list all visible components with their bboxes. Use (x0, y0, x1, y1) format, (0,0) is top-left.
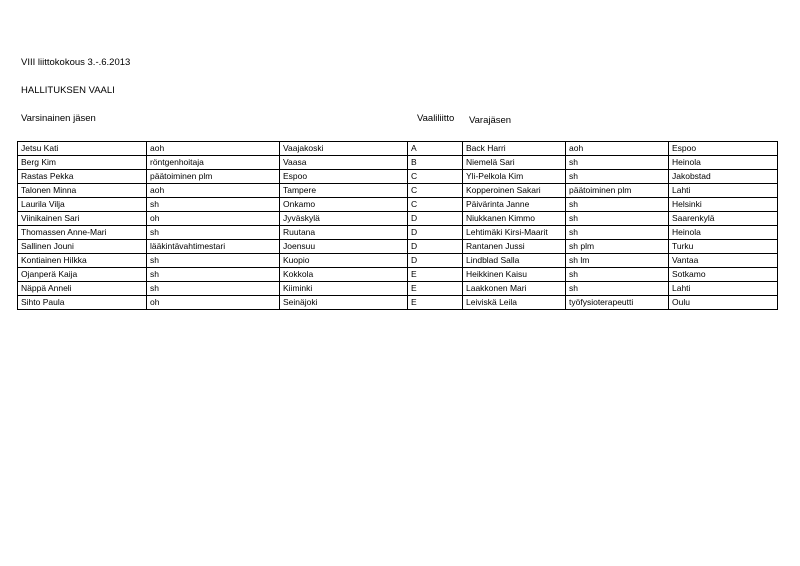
member-title-cell: oh (147, 296, 280, 310)
member-city-cell: Vaajakoski (280, 142, 408, 156)
regular-member-label: Varsinainen jäsen (21, 113, 96, 124)
member-name-cell: Sallinen Jouni (18, 240, 147, 254)
table-row (18, 296, 778, 310)
table-row (18, 198, 778, 212)
member-city-cell: Onkamo (280, 198, 408, 212)
member-title-cell: sh (147, 254, 280, 268)
union-code-cell: E (408, 268, 463, 282)
member-city-cell: Ruutana (280, 226, 408, 240)
union-code-cell: C (408, 198, 463, 212)
deputy-name-cell: Yli-Pelkola Kim (463, 170, 566, 184)
deputy-city-cell: Sotkamo (669, 268, 778, 282)
deputy-name-cell: Laakkonen Mari (463, 282, 566, 296)
deputy-title-cell: sh (566, 268, 669, 282)
deputy-name-cell: Rantanen Jussi (463, 240, 566, 254)
member-title-cell: aoh (147, 142, 280, 156)
member-city-cell: Jyväskylä (280, 212, 408, 226)
member-city-cell: Tampere (280, 184, 408, 198)
union-code-cell: D (408, 254, 463, 268)
table-row (18, 240, 778, 254)
member-title-cell: aoh (147, 184, 280, 198)
union-code-cell: E (408, 282, 463, 296)
deputy-city-cell: Jakobstad (669, 170, 778, 184)
union-code-cell: D (408, 240, 463, 254)
member-title-cell: sh (147, 282, 280, 296)
member-city-cell: Kuopio (280, 254, 408, 268)
deputy-name-cell: Back Harri (463, 142, 566, 156)
member-city-cell: Vaasa (280, 156, 408, 170)
member-city-cell: Kokkola (280, 268, 408, 282)
union-code-cell: A (408, 142, 463, 156)
member-name-cell: Näppä Anneli (18, 282, 147, 296)
deputy-city-cell: Heinola (669, 226, 778, 240)
deputy-name-cell: Lindblad Salla (463, 254, 566, 268)
member-name-cell: Talonen Minna (18, 184, 147, 198)
member-name-cell: Jetsu Kati (18, 142, 147, 156)
member-title-cell: röntgenhoitaja (147, 156, 280, 170)
union-code-cell: B (408, 156, 463, 170)
document-title: VIII liittokokous 3.-.6.2013 (21, 57, 131, 68)
member-name-cell: Thomassen Anne-Mari (18, 226, 147, 240)
table-row (18, 268, 778, 282)
member-title-cell: lääkintävahtimestari (147, 240, 280, 254)
deputy-title-cell: sh (566, 198, 669, 212)
member-title-cell: sh (147, 226, 280, 240)
deputy-title-cell: päätoiminen plm (566, 184, 669, 198)
deputy-name-cell: Heikkinen Kaisu (463, 268, 566, 282)
deputy-title-cell: sh lm (566, 254, 669, 268)
section-title: HALLITUKSEN VAALI (21, 85, 115, 96)
deputy-name-cell: Kopperoinen Sakari (463, 184, 566, 198)
member-name-cell: Ojanperä Kaija (18, 268, 147, 282)
table-row (18, 282, 778, 296)
member-name-cell: Berg Kim (18, 156, 147, 170)
member-city-cell: Joensuu (280, 240, 408, 254)
union-code-cell: C (408, 184, 463, 198)
deputy-title-cell: sh plm (566, 240, 669, 254)
deputy-title-cell: sh (566, 212, 669, 226)
election-table (17, 141, 778, 310)
member-name-cell: Kontiainen Hilkka (18, 254, 147, 268)
table-row (18, 142, 778, 156)
deputy-city-cell: Helsinki (669, 198, 778, 212)
deputy-city-cell: Lahti (669, 184, 778, 198)
deputy-city-cell: Heinola (669, 156, 778, 170)
deputy-name-cell: Niukkanen Kimmo (463, 212, 566, 226)
deputy-name-cell: Leiviskä Leila (463, 296, 566, 310)
table-row (18, 156, 778, 170)
member-name-cell: Sihto Paula (18, 296, 147, 310)
deputy-city-cell: Turku (669, 240, 778, 254)
member-title-cell: päätoiminen plm (147, 170, 280, 184)
deputy-title-cell: työfysioterapeutti (566, 296, 669, 310)
member-title-cell: sh (147, 198, 280, 212)
member-city-cell: Seinäjoki (280, 296, 408, 310)
table-row (18, 254, 778, 268)
deputy-title-cell: sh (566, 282, 669, 296)
deputy-city-cell: Lahti (669, 282, 778, 296)
member-name-cell: Laurila Vilja (18, 198, 147, 212)
deputy-name-cell: Lehtimäki Kirsi-Maarit (463, 226, 566, 240)
member-name-cell: Viinikainen Sari (18, 212, 147, 226)
deputy-member-label: Varajäsen (469, 115, 512, 126)
deputy-title-cell: sh (566, 226, 669, 240)
union-code-cell: C (408, 170, 463, 184)
deputy-title-cell: sh (566, 156, 669, 170)
deputy-city-cell: Oulu (669, 296, 778, 310)
member-name-cell: Rastas Pekka (18, 170, 147, 184)
deputy-title-cell: aoh (566, 142, 669, 156)
deputy-city-cell: Saarenkylä (669, 212, 778, 226)
deputy-name-cell: Niemelä Sari (463, 156, 566, 170)
election-table-body (18, 142, 778, 310)
member-city-cell: Kiiminki (280, 282, 408, 296)
member-city-cell: Espoo (280, 170, 408, 184)
table-row (18, 170, 778, 184)
union-code-cell: D (408, 212, 463, 226)
table-row (18, 226, 778, 240)
deputy-name-cell: Päivärinta Janne (463, 198, 566, 212)
member-title-cell: oh (147, 212, 280, 226)
deputy-title-cell: sh (566, 170, 669, 184)
table-row (18, 184, 778, 198)
deputy-city-cell: Espoo (669, 142, 778, 156)
union-code-cell: D (408, 226, 463, 240)
member-title-cell: sh (147, 268, 280, 282)
deputy-city-cell: Vantaa (669, 254, 778, 268)
electoral-union-label: Vaaliliitto (417, 113, 455, 124)
table-row (18, 212, 778, 226)
union-code-cell: E (408, 296, 463, 310)
